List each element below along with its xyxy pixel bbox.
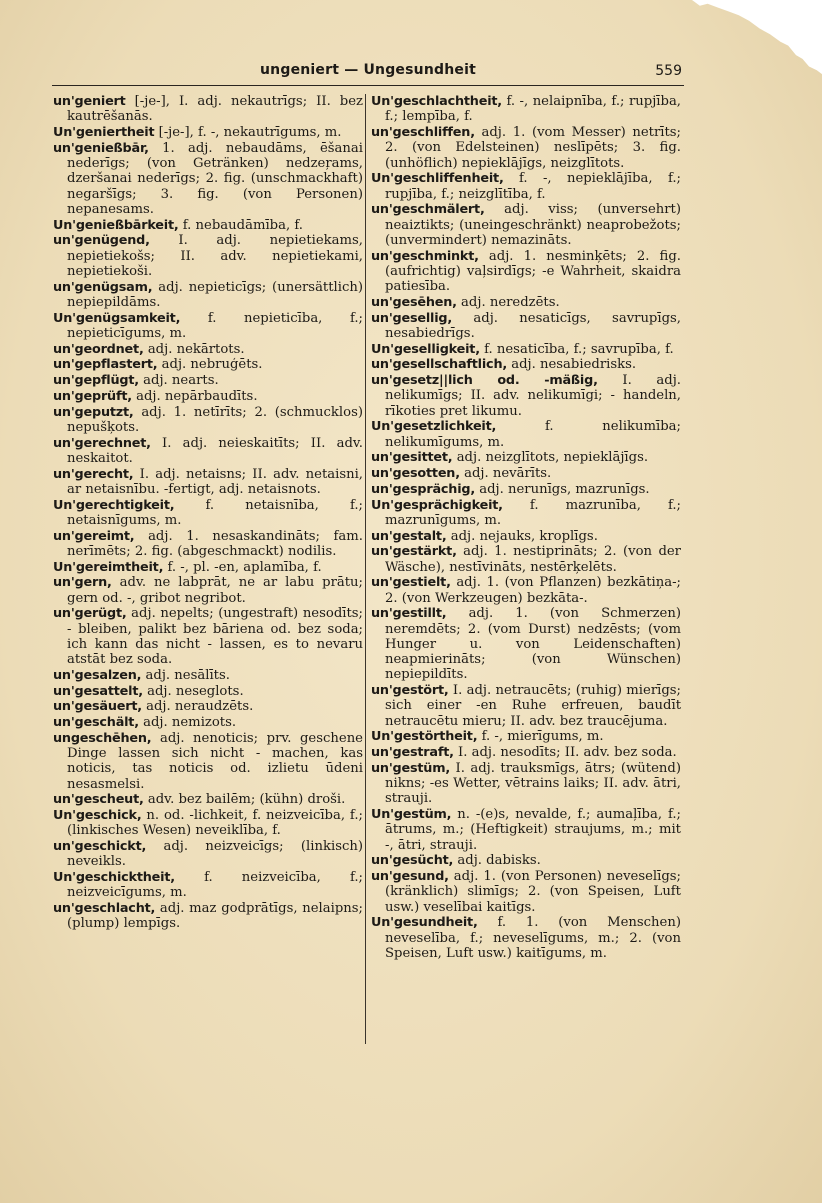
dictionary-entry — [371, 606, 681, 682]
entry-headword: un'genügend, — [53, 233, 150, 249]
entry-definition: adv. bez bailēm; (kühn) droši. — [147, 792, 346, 808]
entry-headword: un'gestielt, — [371, 575, 451, 591]
entry-definition: adj. nevārīts. — [464, 466, 552, 481]
dictionary-entry — [53, 668, 363, 683]
dictionary-entry — [53, 901, 363, 932]
entry-definition: adj. nekārtots. — [147, 341, 245, 357]
entry-headword: un'geschält, — [53, 715, 139, 730]
entry-definition: adj. nesaticīgs, savrupīgs, nesabiedrīgs. — [385, 310, 681, 341]
entry-headword: un'gereimt, — [53, 528, 135, 544]
entry-headword: un'geschminkt, — [371, 248, 479, 264]
entry-headword: Un'geschliffenheit, — [371, 171, 504, 187]
header-rule — [52, 85, 684, 86]
dictionary-entry — [371, 342, 681, 357]
entry-definition: f. nebaudāmība, f. — [182, 217, 303, 233]
dictionary-entry — [53, 280, 363, 311]
entry-headword: un'gesēhen, — [371, 294, 457, 310]
dictionary-entry — [371, 482, 681, 497]
dictionary-entry — [371, 295, 681, 310]
entry-definition: f. 1. (von Menschen) neveselība, f.; neveselīgums, m.; 2. (von Speisen, Luft usw.) kaitīgums, m. — [385, 915, 681, 961]
dictionary-entry — [53, 498, 363, 529]
dictionary-entry — [371, 915, 681, 961]
dictionary-entry — [371, 807, 681, 853]
entry-headword: Un'geschick, — [53, 808, 142, 823]
entry-headword: Un'gerechtigkeit, — [53, 497, 175, 513]
dictionary-entry — [53, 141, 363, 217]
entry-definition: adj. neraudzēts. — [146, 699, 254, 715]
entry-definition: adj. 1. nesaskandināts; fam. nerīmēts; 2. fig. (abgeschmackt) nodilis. — [67, 528, 363, 559]
dictionary-entry — [371, 466, 681, 481]
entry-definition: adj. viss; (unversehrt) neaiztikts; (uneingeschränkt) neaprobežots; (unvermindert) nemazināts. — [385, 202, 681, 248]
dictionary-entry — [53, 389, 363, 404]
entry-headword: un'gesäuert, — [53, 699, 142, 715]
entry-definition: n. od. -lichkeit, f. neizveicība, f.; (linkisches Wesen) neveiklība, f. — [67, 808, 363, 839]
entry-definition: f. neizveicība, f.; neizveicīgums, m. — [67, 870, 363, 901]
page-title: ungeniert — Ungesundheit — [260, 62, 476, 78]
entry-headword: un'gestört, — [371, 683, 449, 698]
left-column — [53, 94, 363, 932]
entry-headword: un'gerügt, — [53, 606, 127, 622]
entry-headword: un'genießbār, — [53, 140, 149, 156]
entry-definition: adj. nejauks, kroplīgs. — [450, 528, 598, 544]
entry-definition: adj. nesālīts. — [145, 667, 230, 683]
dictionary-entry — [53, 218, 363, 233]
dictionary-entry — [53, 808, 363, 839]
entry-headword: Un'genügsamkeit, — [53, 310, 181, 326]
entry-headword: un'gesetz||lich od. -mäßig, — [371, 373, 598, 388]
entry-headword: un'gesücht, — [371, 853, 454, 869]
dictionary-entry — [371, 419, 681, 450]
entry-headword: un'gesotten, — [371, 466, 460, 481]
entry-headword: Un'gesundheit, — [371, 915, 478, 931]
entry-definition: adj. nepelts; (ungestraft) nesodīts; - bleiben, palikt bez bāriena od. bez soda; ich kann das nicht - lassen, es to nevaru atstāt bez soda. — [67, 606, 363, 667]
entry-definition: [-je-], f. -, nekautrīgums, m. — [158, 125, 342, 140]
entry-headword: un'gesellig, — [371, 310, 453, 326]
entry-definition: n. -(e)s, nevalde, f.; aumaļība, f.; ātrums, m.; (Heftigkeit) straujums, m.; mit -, ātri, strauji. — [385, 807, 681, 853]
dictionary-entry — [53, 792, 363, 807]
entry-headword: Un'gesprächigkeit, — [371, 497, 503, 513]
entry-headword: un'gesittet, — [371, 450, 453, 466]
entry-headword: un'gerecht, — [53, 466, 134, 482]
entry-headword: Un'gestörtheit, — [371, 729, 478, 745]
entry-definition: adj. neizveicīgs; (linkisch) neveikls. — [67, 839, 363, 870]
entry-definition: adj. 1. nestiprināts; 2. (von der Wäsche), nestīvināts, nestērķelēts. — [385, 544, 681, 575]
entry-definition: I. adj. nepietiekams, nepietiekošs; II. adv. nepietiekami, nepietiekoši. — [67, 233, 363, 279]
dictionary-entry — [371, 373, 681, 419]
entry-headword: Un'geschlachtheit, — [371, 94, 502, 109]
dictionary-entry — [53, 715, 363, 730]
dictionary-entry — [53, 575, 363, 606]
entry-definition: adj. maz godprātīgs, nelaipns; (plump) lempīgs. — [67, 901, 363, 932]
entry-definition: adj. nerunīgs, mazrunīgs. — [479, 481, 650, 497]
entry-headword: un'gern, — [53, 575, 112, 591]
dictionary-entry — [53, 436, 363, 467]
entry-headword: un'gesund, — [371, 869, 449, 884]
entry-definition: I. adj. trauksmīgs, ātrs; (wütend) nikns; -es Wetter, vētrains laiks; II. adv. ātri, strauji. — [385, 760, 681, 807]
entry-headword: un'geniert — [53, 94, 126, 109]
entry-definition: adj. nepārbaudīts. — [136, 388, 258, 404]
entry-headword: Un'geniertheit — [53, 125, 155, 140]
dictionary-entry — [371, 249, 681, 295]
dictionary-entry — [53, 311, 363, 342]
dictionary-entry — [371, 94, 681, 125]
dictionary-entry — [371, 529, 681, 544]
dictionary-entry — [371, 745, 681, 760]
entry-headword: un'gesellschaftlich, — [371, 357, 508, 373]
entry-definition: f. -, nepieklājība, f.; rupjība, f.; neizglītība, f. — [385, 171, 681, 202]
entry-headword: un'geschmälert, — [371, 202, 485, 218]
entry-definition: f. netaisnība, f.; netaisnīgums, m. — [67, 497, 363, 528]
entry-headword: un'geordnet, — [53, 341, 144, 357]
entry-definition: adj. 1. nesminķēts; 2. fig. (aufrichtig) vaļsirdīgs; -e Wahrheit, skaidra patiesība. — [385, 248, 681, 294]
dictionary-entry — [371, 683, 681, 729]
entry-definition: adj. neizglītots, nepieklājīgs. — [456, 450, 649, 466]
entry-definition: f. -, pl. -en, aplamība, f. — [167, 559, 322, 575]
dictionary-entry — [371, 498, 681, 529]
entry-definition: adj. nesabiedrisks. — [511, 357, 637, 373]
page-number: 559 — [655, 63, 682, 79]
dictionary-entry — [371, 853, 681, 868]
entry-definition: adj. nepieticīgs; (unersättlich) nepiepildāms. — [67, 279, 363, 310]
entry-headword: Un'gereimtheit, — [53, 559, 164, 575]
entry-headword: un'geschlacht, — [53, 901, 156, 916]
dictionary-entry — [53, 560, 363, 575]
entry-definition: I. adj. nelikumīgs; II. adv. nelikumīgi; - handeln, rīkoties pret likumu. — [385, 373, 682, 419]
entry-definition: adj. nenoticis; prv. geschene Dinge lassen sich nicht - machen, kas noticis, tas noticis od. izlietu ūdeni nesasmelsi. — [67, 730, 363, 792]
entry-headword: un'gesalzen, — [53, 667, 142, 683]
entry-definition: f. nesaticība, f.; savrupība, f. — [484, 341, 674, 357]
entry-definition: adj. 1. (vom Messer) netrīts; 2. (von Edelsteinen) neslīpēts; 3. fig. (unhöflich) nepieklājīgs, neizglītots. — [385, 125, 681, 171]
dictionary-entry — [53, 373, 363, 388]
running-header — [52, 60, 684, 86]
dictionary-entry — [53, 405, 363, 436]
entry-definition: adj. 1. netīrīts; 2. (schmucklos) nepušķots. — [67, 404, 363, 435]
dictionary-entry — [53, 342, 363, 357]
entry-headword: Un'gestüm, — [371, 807, 452, 822]
entry-headword: un'geschliffen, — [371, 125, 475, 140]
dictionary-entry — [53, 125, 363, 140]
dictionary-entry — [53, 870, 363, 901]
dictionary-entry — [371, 450, 681, 465]
entry-definition: I. adj. netaisns; II. adv. netaisni, ar netaisnību. -fertigt, adj. netaisnots. — [67, 466, 363, 497]
dictionary-entry — [53, 731, 363, 792]
dictionary-entry — [371, 869, 681, 915]
dictionary-entry — [53, 467, 363, 498]
entry-definition: I. adj. netraucēts; (ruhig) mierīgs; sich einer -en Ruhe erfreuen, baudīt netraucētu mieru; II. adv. bez traucējuma. — [385, 683, 681, 729]
entry-definition: adj. 1. (von Personen) neveselīgs; (kränklich) slimīgs; 2. (von Speisen, Luft usw.) veselībai kaitīgs. — [385, 869, 681, 915]
entry-headword: un'gesprächig, — [371, 481, 476, 497]
dictionary-entry — [53, 233, 363, 279]
entry-headword: un'gestraft, — [371, 745, 454, 760]
entry-headword: un'gepflastert, — [53, 357, 158, 373]
entry-definition: f. nelikumība; nelikumīgums, m. — [385, 419, 681, 450]
dictionary-entry — [53, 839, 363, 870]
entry-definition: f. -, nelaipnība, f.; rupjība, f.; lempība, f. — [385, 94, 681, 125]
entry-headword: un'gesattelt, — [53, 683, 143, 699]
entry-definition: adj. nemizots. — [143, 715, 237, 730]
entry-definition: adj. nearts. — [143, 373, 219, 388]
dictionary-entry — [53, 357, 363, 372]
entry-definition: [-je-], I. adj. nekautrīgs; II. bez kautrēšanās. — [67, 94, 364, 125]
entry-headword: Un'geschicktheit, — [53, 870, 175, 885]
entry-definition: I. adj. nesodīts; II. adv. bez soda. — [458, 745, 677, 760]
entry-headword: un'geschickt, — [53, 839, 147, 854]
entry-headword: ungeschēhen, — [53, 730, 152, 746]
entry-definition: f. nepieticība, f.; nepieticīgums, m. — [67, 310, 363, 341]
entry-headword: un'gestüm, — [371, 760, 451, 776]
entry-definition: adj. 1. (von Schmerzen) neremdēts; 2. (vom Durst) nedzēsts; (vom Hunger u. von Leidenschaften) neapmierināts; (von Wünschen) nepiepildīts. — [385, 606, 681, 683]
dictionary-entry — [53, 529, 363, 560]
dictionary-entry — [371, 761, 681, 807]
entry-headword: Un'genießbārkeit, — [53, 217, 179, 233]
entry-headword: un'gestärkt, — [371, 544, 457, 560]
dictionary-entry — [371, 729, 681, 744]
entry-definition: adj. neseglots. — [147, 683, 244, 699]
dictionary-entry — [371, 202, 681, 248]
dictionary-entry — [371, 544, 681, 575]
column-divider — [365, 94, 366, 1044]
dictionary-entry — [371, 311, 681, 342]
entry-headword: un'gestalt, — [371, 528, 447, 544]
dictionary-entry — [53, 684, 363, 699]
entry-headword: un'gescheut, — [53, 792, 144, 808]
dictionary-entry — [53, 94, 363, 125]
entry-definition: adj. neredzēts. — [461, 294, 560, 310]
dictionary-entry — [371, 171, 681, 202]
entry-headword: un'genügsam, — [53, 279, 153, 295]
dictionary-entry — [371, 575, 681, 606]
entry-headword: un'geputzt, — [53, 404, 134, 420]
entry-definition: adj. nebruģēts. — [161, 357, 263, 373]
entry-headword: un'gestillt, — [371, 606, 447, 622]
dictionary-entry — [53, 699, 363, 714]
dictionary-entry — [371, 125, 681, 171]
entry-definition: adj. dabisks. — [457, 853, 541, 869]
entry-definition: f. -, mierīgums, m. — [481, 729, 604, 745]
entry-headword: Un'gesetzlichkeit, — [371, 419, 497, 435]
entry-headword: Un'geselligkeit, — [371, 341, 480, 357]
entry-definition: f. mazrunība, f.; mazrunīgums, m. — [385, 497, 681, 528]
entry-definition: adv. ne labprāt, ne ar labu prātu; gern od. -, gribot negribot. — [67, 575, 363, 606]
entry-headword: un'gerechnet, — [53, 435, 151, 451]
entry-headword: un'gepflügt, — [53, 373, 139, 388]
torn-page-corner — [692, 0, 822, 95]
entry-definition: I. adj. neieskaitīts; II. adv. neskaitot. — [67, 435, 363, 466]
dictionary-entry — [371, 357, 681, 372]
entry-definition: 1. adj. nebaudāms, ēšanai nederīgs; (von Getränken) nedzeŗams, dzeršanai nederīgs; 2. fig. (unschmackhaft) negaršīgs; 3. fig. (von Personen) nepanesams. — [67, 140, 363, 217]
entry-definition: adj. 1. (von Pflanzen) bezkātiņa-; 2. (von Werkzeugen) bezkāta-. — [385, 575, 681, 606]
right-column — [371, 94, 681, 962]
dictionary-entry — [53, 606, 363, 667]
entry-headword: un'geprüft, — [53, 388, 132, 404]
